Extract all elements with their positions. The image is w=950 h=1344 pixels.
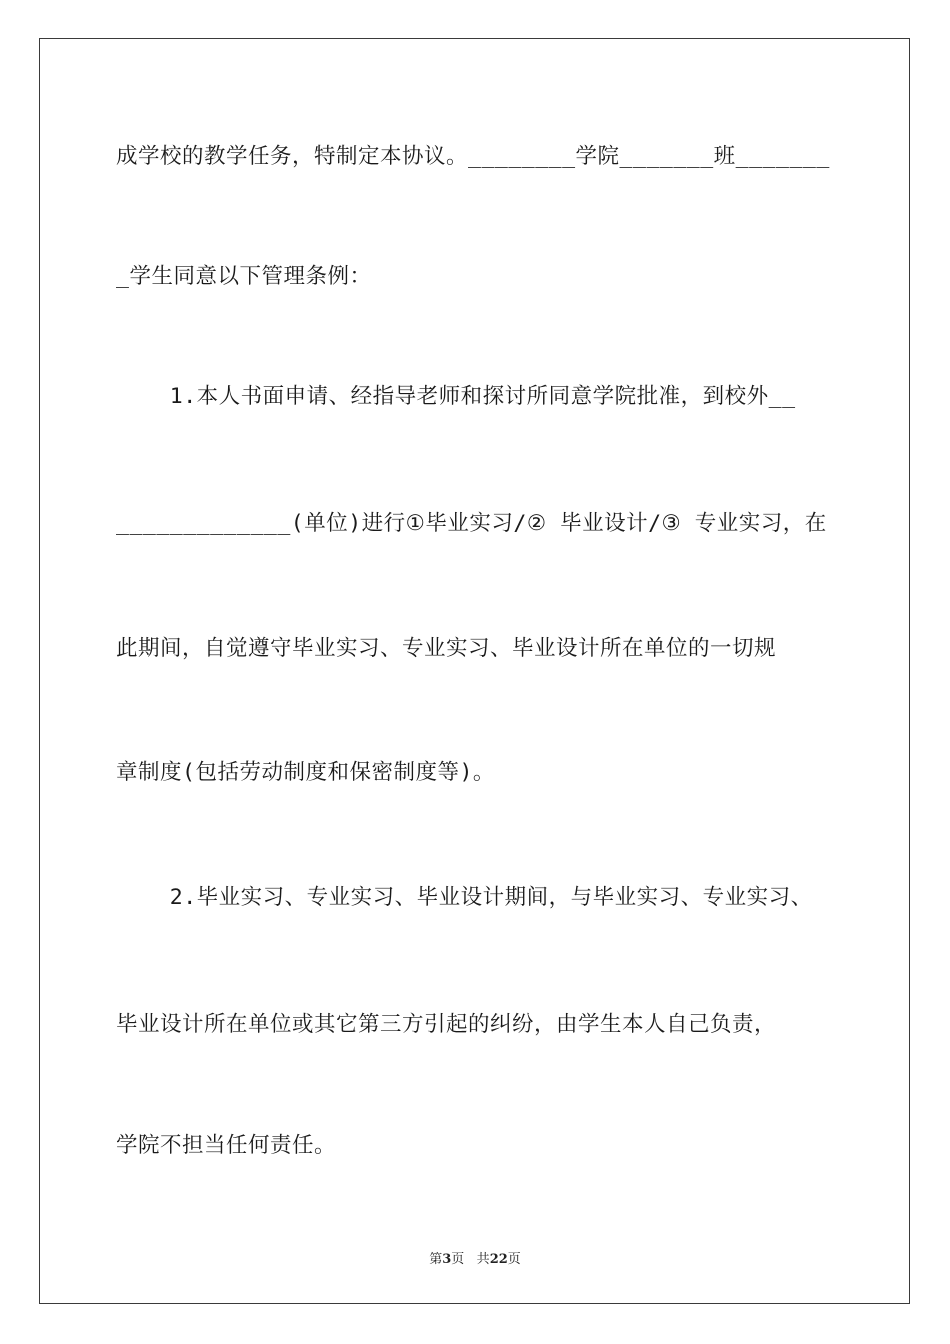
footer-total-suffix: 页: [507, 1252, 521, 1267]
footer-page-prefix: 第: [429, 1252, 443, 1267]
text-line-5: 此期间，自觉遵守毕业实习、专业实习、毕业设计所在单位的一切规: [116, 636, 777, 661]
text-line-8: 毕业设计所在单位或其它第三方引起的纠纷，由学生本人自己负责，: [116, 1012, 777, 1037]
text-line-2: _学生同意以下管理条例：: [116, 264, 372, 289]
text-line-6: 章制度(包括劳动制度和保密制度等)。: [116, 760, 495, 785]
text-line-7: 2.毕业实习、专业实习、毕业设计期间，与毕业实习、专业实习、: [116, 885, 813, 910]
footer-total-prefix: 共: [476, 1252, 490, 1267]
text-line-4: _____________(单位)进行①毕业实习/② 毕业设计/③ 专业实习，在: [116, 511, 827, 536]
page-border: [39, 38, 910, 1304]
text-line-9: 学院不担当任何责任。: [116, 1133, 337, 1158]
footer-page-number: 3: [442, 1252, 452, 1267]
footer-page-suffix: 页: [451, 1252, 465, 1267]
footer-total-pages: 22: [489, 1252, 508, 1267]
text-line-1: 成学校的教学任务，特制定本协议。________学院_______班_______: [116, 144, 830, 169]
text-line-3: 1.本人书面申请、经指导老师和探讨所同意学院批准，到校外__: [116, 384, 796, 409]
page-footer: [0, 1248, 950, 1267]
